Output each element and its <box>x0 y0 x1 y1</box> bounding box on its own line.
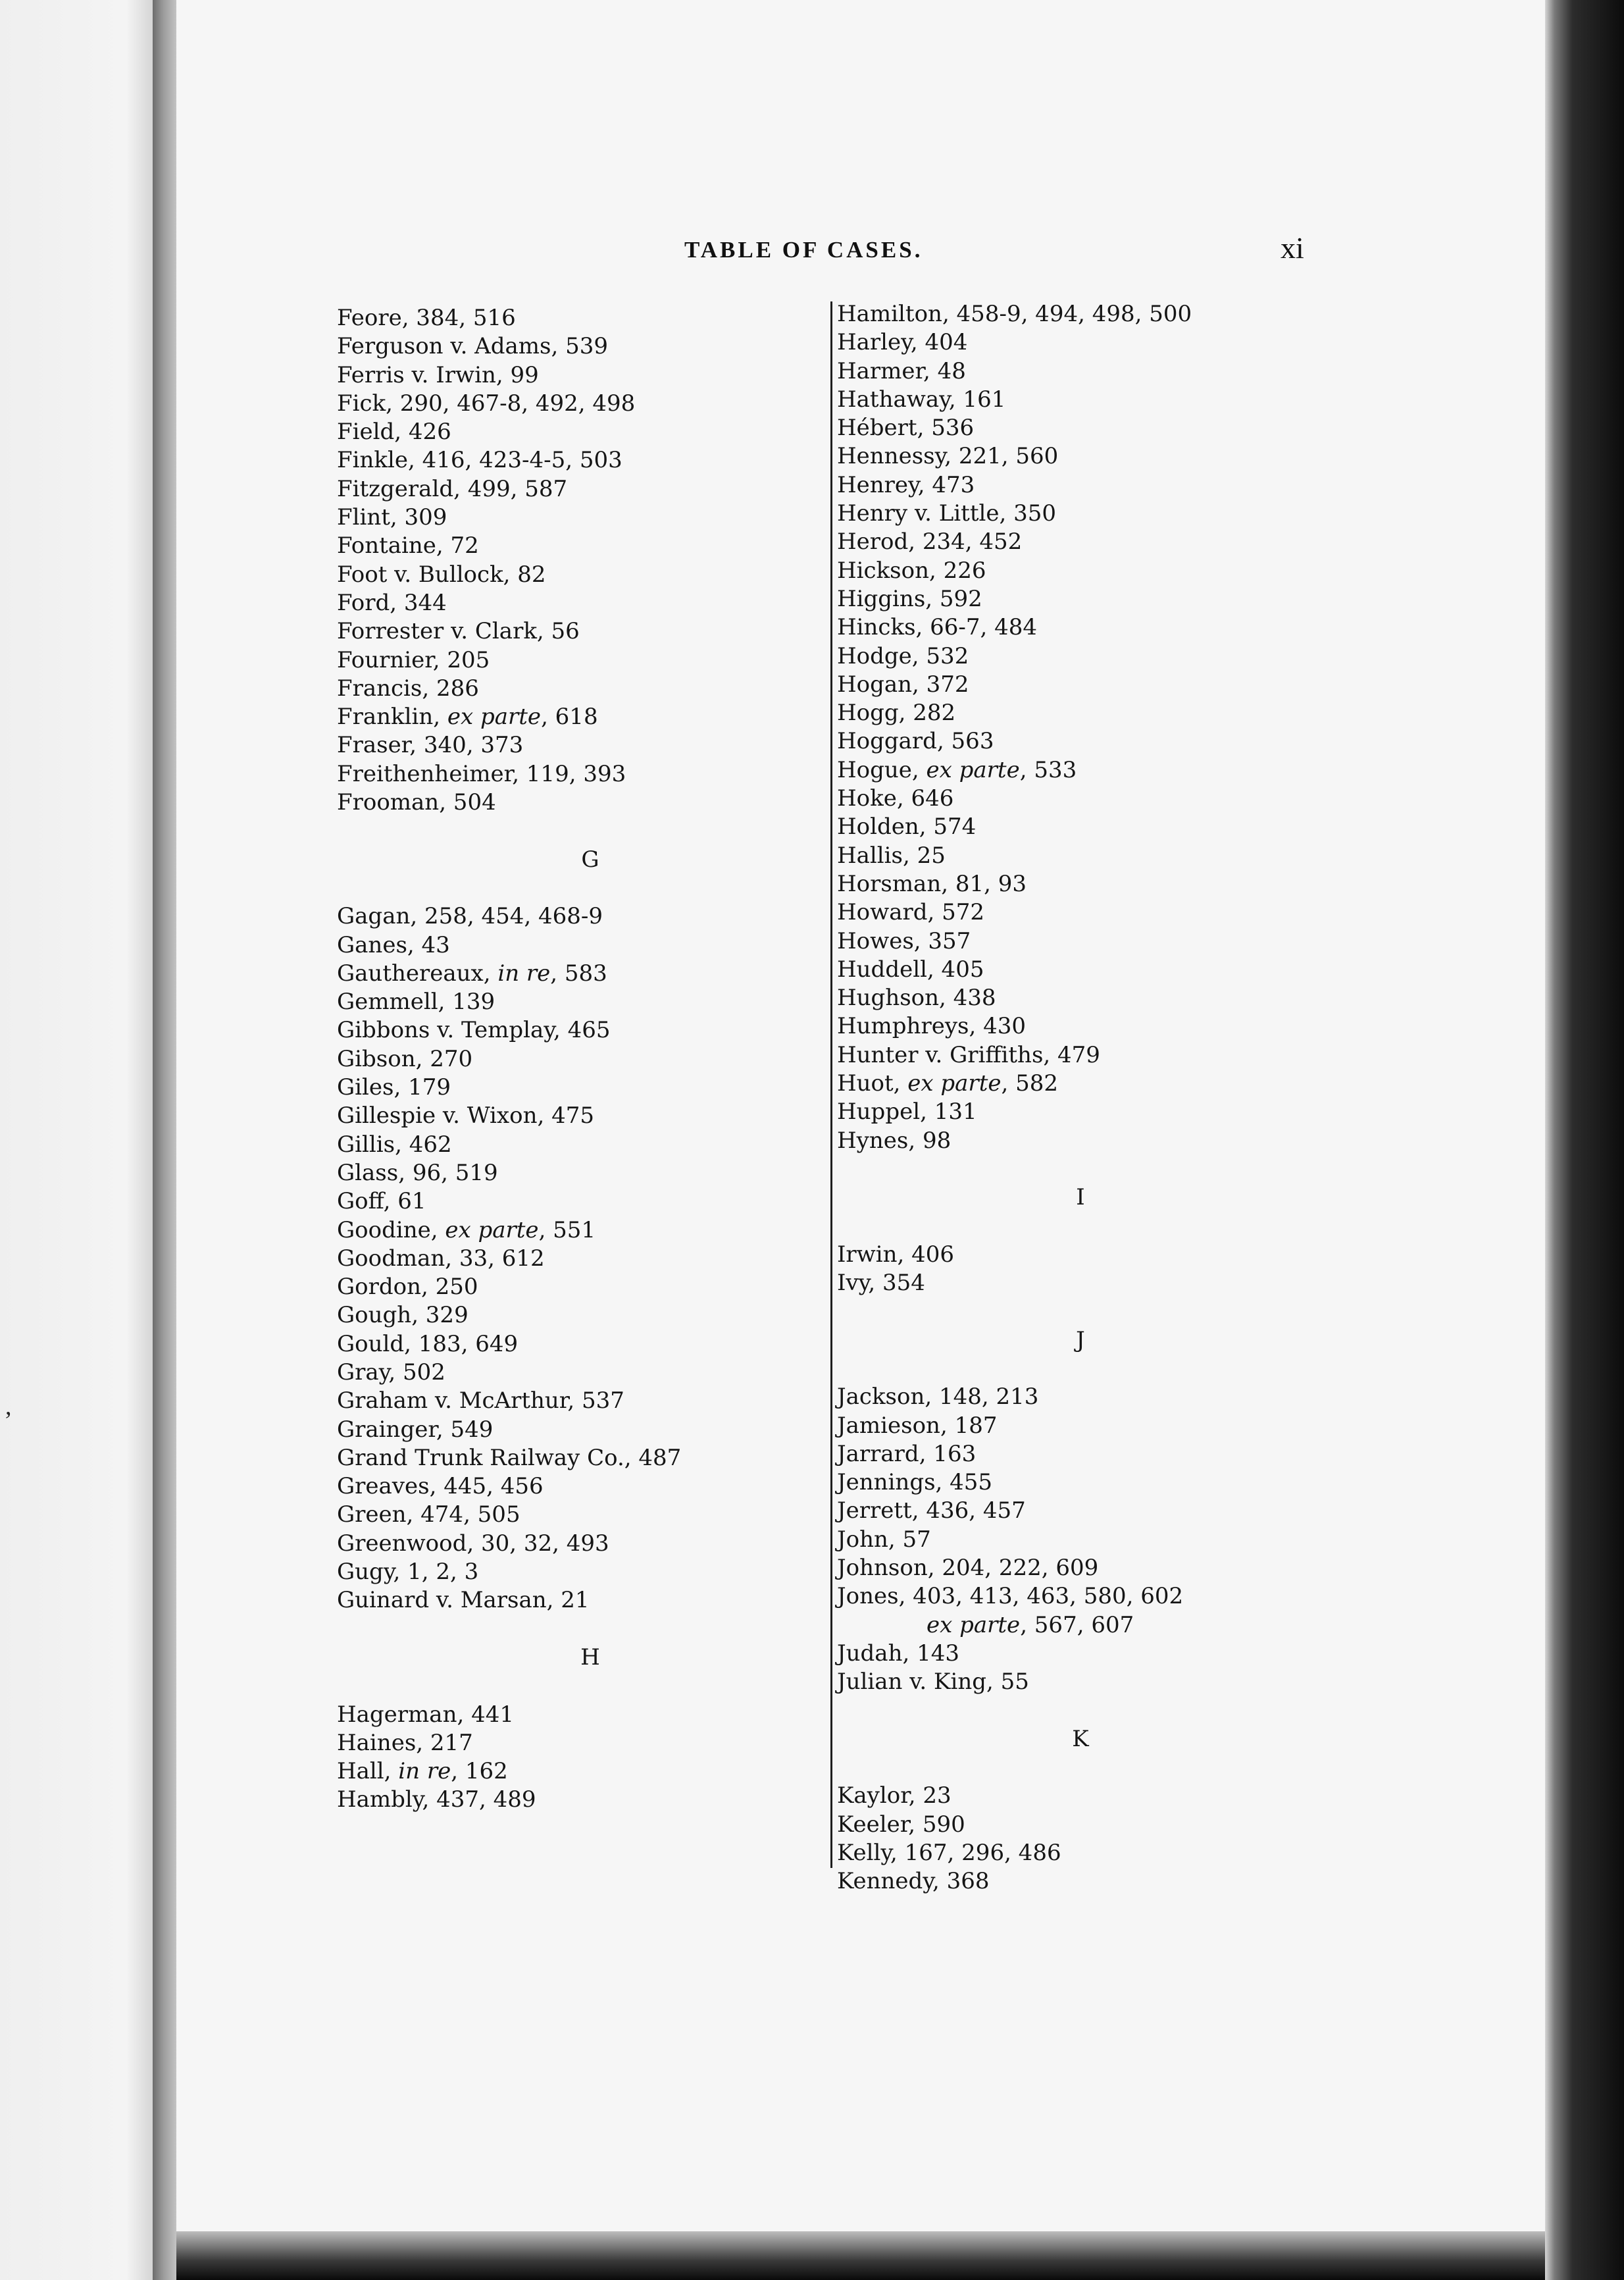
case-name: Francis, 286 <box>337 675 479 702</box>
case-name: Hallis, 25 <box>837 842 946 869</box>
case-name: Horsman, 81, 93 <box>837 870 1027 897</box>
case-entry <box>837 500 1298 528</box>
case-entry <box>837 528 1298 556</box>
case-entry <box>837 1041 1298 1070</box>
case-entry <box>837 1269 1298 1297</box>
case-name: Huddell, 405 <box>837 956 984 983</box>
case-name: Hennessy, 221, 560 <box>837 443 1059 470</box>
case-entry <box>337 1530 817 1558</box>
case-entry <box>837 671 1298 699</box>
case-name: Jerrett, 436, 457 <box>837 1497 1026 1524</box>
left-column <box>337 304 817 1815</box>
case-entry <box>337 1472 817 1501</box>
case-name: Huppel, 131 <box>837 1099 977 1126</box>
case-name: Huot, <box>837 1070 908 1097</box>
case-entry <box>337 789 817 817</box>
case-entry <box>337 703 817 731</box>
case-entry <box>337 1045 817 1074</box>
case-name: Gugy, 1, 2, 3 <box>337 1559 479 1586</box>
case-name: Henry v. Little, 350 <box>837 500 1057 527</box>
case-entry <box>837 1468 1298 1497</box>
case-entry <box>837 1440 1298 1468</box>
case-name: Hoke, 646 <box>837 785 954 812</box>
spacer <box>837 1212 1298 1241</box>
case-entry <box>337 617 817 646</box>
case-entry <box>337 475 817 504</box>
case-entry <box>837 1070 1298 1098</box>
case-name: Field, 426 <box>337 419 451 446</box>
case-name: Franklin, <box>337 704 447 731</box>
case-entry <box>337 931 817 960</box>
case-entry <box>337 304 817 332</box>
case-entry <box>337 504 817 532</box>
case-name: Jones, 403, 413, 463, 580, 602 <box>837 1583 1184 1610</box>
case-name: Ford, 344 <box>337 589 447 616</box>
case-name: Gemmell, 139 <box>337 989 495 1016</box>
section-letter: J <box>1076 1326 1085 1353</box>
case-entry <box>837 1554 1298 1582</box>
case-entry <box>837 813 1298 841</box>
case-entry <box>337 731 817 760</box>
case-entry <box>837 1782 1298 1810</box>
case-entry <box>337 1558 817 1586</box>
case-entry <box>837 756 1298 785</box>
case-name: Gillis, 462 <box>337 1131 452 1158</box>
case-qualifier: ex parte <box>926 1611 1021 1638</box>
case-name: Hincks, 66-7, 484 <box>837 614 1038 641</box>
case-name: Judah, 143 <box>837 1640 959 1667</box>
case-entry <box>837 386 1298 414</box>
case-entry <box>837 1412 1298 1440</box>
case-entry <box>337 1444 817 1472</box>
case-entry <box>337 675 817 703</box>
case-entry <box>337 1416 817 1444</box>
case-name: Keeler, 590 <box>837 1811 965 1838</box>
case-entry <box>337 1330 817 1359</box>
case-name: Finkle, 416, 423-4-5, 503 <box>337 447 622 474</box>
case-entry <box>337 418 817 446</box>
case-entry <box>837 927 1298 956</box>
spacer <box>337 1615 817 1644</box>
case-entry <box>837 1811 1298 1839</box>
case-name: Gough, 329 <box>337 1302 469 1329</box>
case-entry <box>837 585 1298 613</box>
case-entry <box>837 642 1298 671</box>
case-name: Hogue, <box>837 756 926 783</box>
case-pages: , 567, 607 <box>1020 1611 1134 1638</box>
section-letter: G <box>581 846 599 873</box>
case-entry <box>837 300 1298 328</box>
case-name: Frooman, 504 <box>337 789 496 816</box>
case-entry <box>837 1098 1298 1126</box>
case-name: Hambly, 437, 489 <box>337 1786 536 1813</box>
case-pages: , 618 <box>541 704 598 731</box>
case-entry <box>337 1245 817 1273</box>
case-name: Giles, 179 <box>337 1074 451 1101</box>
case-name: Hagerman, 441 <box>337 1701 514 1728</box>
case-entry <box>337 1786 817 1814</box>
case-name: Foot v. Bullock, 82 <box>337 561 546 588</box>
case-entry <box>337 1016 817 1045</box>
case-entry <box>837 442 1298 471</box>
case-name: Ganes, 43 <box>337 931 450 958</box>
case-name: Gibson, 270 <box>337 1045 473 1072</box>
case-entry <box>837 727 1298 756</box>
case-name: Hogan, 372 <box>837 671 969 698</box>
case-name: Gagan, 258, 454, 468-9 <box>337 903 603 930</box>
case-pages: , 533 <box>1019 756 1077 783</box>
case-name: Jarrard, 163 <box>837 1440 977 1467</box>
case-name: Ivy, 354 <box>837 1270 925 1297</box>
case-name: Hunter v. Griffiths, 479 <box>837 1041 1100 1068</box>
case-name: Gauthereaux, <box>337 960 498 987</box>
case-name: Green, 474, 505 <box>337 1501 520 1528</box>
case-name: Ferris v. Irwin, 99 <box>337 361 539 388</box>
spacer <box>837 1697 1298 1725</box>
case-pages: , 583 <box>550 960 607 987</box>
case-entry <box>337 390 817 418</box>
case-name: Humphreys, 430 <box>837 1013 1026 1040</box>
section-letter: I <box>1076 1184 1085 1211</box>
case-entry <box>337 1131 817 1159</box>
case-entry <box>337 1586 817 1615</box>
case-entry <box>337 361 817 390</box>
spacer <box>837 1297 1298 1326</box>
case-entry <box>837 613 1298 642</box>
case-name: Higgins, 592 <box>837 585 982 612</box>
case-entry <box>337 646 817 675</box>
case-name: Henrey, 473 <box>837 471 975 498</box>
case-name: Hynes, 98 <box>837 1127 952 1154</box>
case-name: Harmer, 48 <box>837 357 966 384</box>
case-entry <box>337 1301 817 1330</box>
case-entry <box>337 1501 817 1529</box>
case-entry <box>837 1867 1298 1896</box>
case-entry <box>337 446 817 475</box>
case-entry <box>837 699 1298 727</box>
spacer <box>337 1672 817 1700</box>
case-name: Grainger, 549 <box>337 1416 494 1443</box>
case-entry <box>837 328 1298 357</box>
case-entry <box>837 1839 1298 1867</box>
running-head-title: TABLE OF CASES. <box>684 237 923 263</box>
case-name: Haines, 217 <box>337 1729 473 1756</box>
case-name: Gould, 183, 649 <box>337 1330 519 1357</box>
spacer <box>837 1155 1298 1183</box>
case-entry <box>337 1074 817 1102</box>
case-name: Flint, 309 <box>337 504 447 531</box>
case-name: Feore, 384, 516 <box>337 305 516 331</box>
case-qualifier: in re <box>398 1758 451 1785</box>
right-column <box>837 300 1298 1896</box>
case-name: Fraser, 340, 373 <box>337 732 524 759</box>
case-entry <box>837 557 1298 585</box>
case-entry <box>337 1102 817 1130</box>
case-entry <box>837 1012 1298 1041</box>
case-entry <box>837 898 1298 927</box>
case-name: Holden, 574 <box>837 814 977 841</box>
case-entry <box>337 1757 817 1786</box>
case-entry <box>337 960 817 988</box>
case-entry <box>837 1383 1298 1411</box>
case-name: Ferguson v. Adams, 539 <box>337 333 608 360</box>
case-qualifier: ex parte <box>926 756 1020 783</box>
page-number: xi <box>1281 231 1304 265</box>
case-name: Jennings, 455 <box>837 1469 993 1496</box>
case-entry <box>337 1359 817 1387</box>
case-name: Howes, 357 <box>837 927 971 954</box>
case-name: Goodine, <box>337 1216 445 1243</box>
case-name: Grand Trunk Railway Co., 487 <box>337 1444 682 1471</box>
case-name: Guinard v. Marsan, 21 <box>337 1587 590 1614</box>
case-name: Gordon, 250 <box>337 1274 478 1301</box>
case-entry <box>837 1640 1298 1668</box>
case-entry <box>337 1387 817 1415</box>
case-name: Howard, 572 <box>837 899 985 926</box>
case-name: Johnson, 204, 222, 609 <box>837 1555 1099 1582</box>
case-qualifier: ex parte <box>445 1216 539 1243</box>
spacer <box>837 1355 1298 1383</box>
case-entry <box>337 902 817 931</box>
case-name: Fontaine, 72 <box>337 532 479 559</box>
case-name: Fournier, 205 <box>337 646 490 673</box>
case-name: Hoggard, 563 <box>837 728 994 755</box>
case-pages: , 162 <box>451 1758 508 1785</box>
case-entry <box>837 414 1298 442</box>
case-name: Glass, 96, 519 <box>337 1159 498 1186</box>
case-entry <box>837 1611 1298 1640</box>
page-bottom-shadow <box>176 2231 1545 2280</box>
case-pages: , 551 <box>538 1216 596 1243</box>
case-entry <box>337 1216 817 1245</box>
case-entry <box>837 842 1298 870</box>
case-name: Greenwood, 30, 32, 493 <box>337 1530 609 1557</box>
case-name: Goodman, 33, 612 <box>337 1245 545 1272</box>
case-entry <box>837 1127 1298 1155</box>
case-entry <box>837 1241 1298 1269</box>
case-name: Gillespie v. Wixon, 475 <box>337 1102 594 1129</box>
case-entry <box>837 1526 1298 1554</box>
case-entry <box>837 1668 1298 1696</box>
case-entry <box>337 332 817 361</box>
case-name: Graham v. McArthur, 537 <box>337 1387 624 1414</box>
case-name: Hall, <box>337 1758 399 1785</box>
case-entry <box>837 1582 1298 1611</box>
case-name: Irwin, 406 <box>837 1241 955 1268</box>
case-name: Greaves, 445, 456 <box>337 1473 544 1500</box>
case-name: Hébert, 536 <box>837 415 975 442</box>
case-name: Gray, 502 <box>337 1359 445 1386</box>
spacer <box>837 1753 1298 1782</box>
case-entry <box>837 984 1298 1012</box>
case-name: Hughson, 438 <box>837 985 996 1012</box>
case-entry <box>337 1729 817 1757</box>
case-entry <box>837 870 1298 898</box>
case-entry <box>337 1273 817 1301</box>
case-name: Jamieson, 187 <box>837 1412 998 1439</box>
case-name: John, 57 <box>837 1526 931 1553</box>
case-name: Freithenheimer, 119, 393 <box>337 760 626 787</box>
case-name: Hamilton, 458-9, 494, 498, 500 <box>837 301 1192 327</box>
case-entry <box>337 1701 817 1729</box>
case-entry <box>337 532 817 560</box>
case-name: Goff, 61 <box>337 1188 426 1215</box>
case-name: Kaylor, 23 <box>837 1782 952 1809</box>
case-name: Fick, 290, 467-8, 492, 498 <box>337 390 636 417</box>
case-name: Kennedy, 368 <box>837 1868 990 1895</box>
case-entry <box>837 785 1298 813</box>
case-name: Fitzgerald, 499, 587 <box>337 475 568 502</box>
case-entry <box>337 760 817 789</box>
case-name: Jackson, 148, 213 <box>837 1384 1039 1411</box>
case-entry <box>837 357 1298 386</box>
case-name: Forrester v. Clark, 56 <box>337 618 580 645</box>
case-entry <box>337 589 817 617</box>
case-name: Julian v. King, 55 <box>837 1669 1029 1696</box>
case-name: Hickson, 226 <box>837 557 986 584</box>
spacer <box>337 874 817 902</box>
case-entry <box>337 1187 817 1216</box>
column-divider <box>830 301 832 1868</box>
case-name: Harley, 404 <box>837 329 968 356</box>
case-name: Herod, 234, 452 <box>837 529 1023 556</box>
case-entry <box>337 988 817 1016</box>
case-entry <box>837 1497 1298 1525</box>
case-qualifier: ex parte <box>907 1070 1002 1097</box>
case-name: Hathaway, 161 <box>837 386 1006 413</box>
spacer <box>337 817 817 845</box>
case-entry <box>337 561 817 589</box>
section-letter: K <box>1072 1725 1089 1752</box>
case-pages: , 582 <box>1001 1070 1058 1097</box>
case-entry <box>837 471 1298 500</box>
case-name: Kelly, 167, 296, 486 <box>837 1840 1061 1867</box>
case-name: Hodge, 532 <box>837 642 969 669</box>
case-entry <box>837 956 1298 984</box>
case-name: Gibbons v. Templay, 465 <box>337 1017 611 1044</box>
case-qualifier: in re <box>497 960 551 987</box>
section-letter: H <box>580 1644 600 1671</box>
case-name: Hogg, 282 <box>837 700 956 727</box>
facing-page <box>0 0 158 2280</box>
case-entry <box>337 1159 817 1187</box>
case-qualifier: ex parte <box>447 704 542 731</box>
margin-note: , <box>5 1393 12 1420</box>
page-edge <box>1545 0 1624 2280</box>
